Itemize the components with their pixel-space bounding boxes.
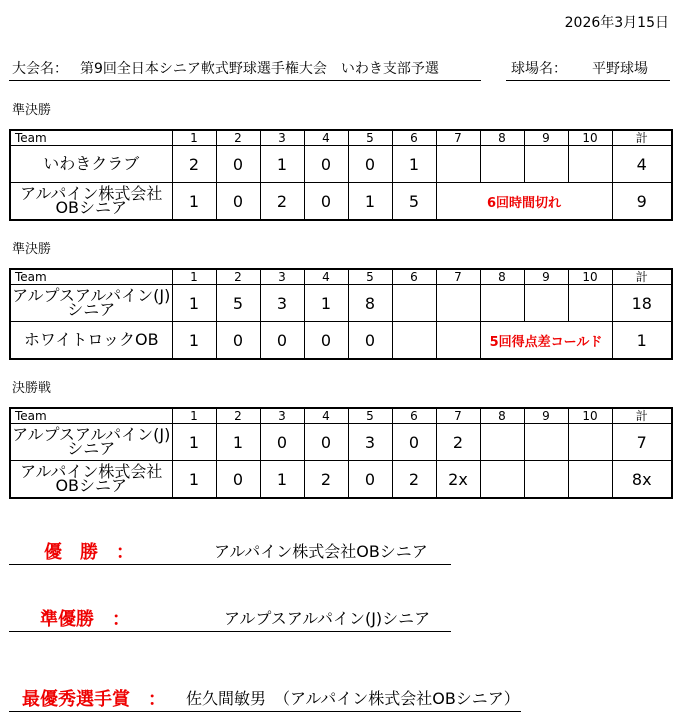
venue-underline — [506, 80, 670, 81]
mvp-underline — [9, 711, 521, 712]
header-inning: 8 — [480, 130, 524, 146]
header-team: Team — [10, 269, 172, 285]
header-inning: 7 — [436, 130, 480, 146]
inning-score: 1 — [216, 424, 260, 461]
inning-score — [480, 461, 524, 499]
inning-score: 3 — [260, 285, 304, 322]
inning-score: 1 — [172, 424, 216, 461]
scoreboard — [9, 407, 673, 499]
header-inning: 8 — [480, 269, 524, 285]
game-note: 5回得点差コールド — [480, 322, 612, 360]
total-score: 9 — [612, 183, 672, 221]
mvp-label: 最優秀選手賞 ： — [22, 689, 166, 710]
header-total: 計 — [612, 130, 672, 146]
header-inning: 7 — [436, 408, 480, 424]
game-title: 準決勝 — [12, 103, 52, 118]
inning-score — [480, 285, 524, 322]
date: 2026年3月15日 — [564, 15, 669, 31]
inning-score — [568, 285, 612, 322]
runner-up-value: アルプスアルパイン(J)シニア — [224, 609, 431, 628]
header-inning: 3 — [260, 130, 304, 146]
team-name-line: アルパイン株式会社 — [20, 462, 163, 481]
scoreboard — [9, 268, 673, 360]
inning-score — [568, 146, 612, 183]
inning-score: 2 — [304, 461, 348, 499]
header-inning: 2 — [216, 408, 260, 424]
inning-score: 1 — [260, 146, 304, 183]
header-inning: 2 — [216, 130, 260, 146]
inning-score: 0 — [260, 322, 304, 360]
tournament-underline — [9, 80, 481, 81]
team-name — [10, 183, 172, 221]
header-inning: 9 — [524, 130, 568, 146]
inning-score: 5 — [392, 183, 436, 221]
header-inning: 5 — [348, 408, 392, 424]
header-inning: 10 — [568, 269, 612, 285]
header-inning: 4 — [304, 408, 348, 424]
champion-value: アルパイン株式会社OBシニア — [214, 542, 428, 561]
inning-score: 2 — [436, 424, 480, 461]
header-row — [10, 269, 672, 285]
inning-score — [524, 424, 568, 461]
inning-score — [436, 285, 480, 322]
inning-score: 1 — [172, 183, 216, 221]
header-inning: 7 — [436, 269, 480, 285]
inning-score — [480, 146, 524, 183]
inning-score: 0 — [304, 424, 348, 461]
team-row — [10, 146, 672, 183]
header-inning: 1 — [172, 269, 216, 285]
header-inning: 1 — [172, 130, 216, 146]
inning-score: 0 — [260, 424, 304, 461]
header-inning: 6 — [392, 408, 436, 424]
inning-score — [392, 285, 436, 322]
inning-score: 1 — [172, 285, 216, 322]
inning-score: 2 — [172, 146, 216, 183]
runner-up-label: 準優勝 ： — [40, 609, 130, 630]
inning-score: 0 — [216, 146, 260, 183]
header-inning: 9 — [524, 408, 568, 424]
inning-score — [436, 322, 480, 360]
team-name: アルプスアルパイン(J)シニア — [10, 285, 172, 322]
team-name: アルプスアルパイン(J)シニア — [10, 424, 172, 461]
inning-score — [568, 461, 612, 499]
inning-score: 2 — [260, 183, 304, 221]
inning-score: 3 — [348, 424, 392, 461]
header-inning: 3 — [260, 408, 304, 424]
inning-score — [524, 146, 568, 183]
header-inning: 1 — [172, 408, 216, 424]
venue-name: 平野球場 — [592, 61, 648, 77]
header-inning: 10 — [568, 130, 612, 146]
team-row — [10, 424, 672, 461]
header-inning: 3 — [260, 269, 304, 285]
inning-score: 1 — [304, 285, 348, 322]
inning-score — [480, 424, 524, 461]
inning-score: 0 — [348, 146, 392, 183]
team-row — [10, 183, 672, 221]
header-row — [10, 130, 672, 146]
inning-score: 1 — [260, 461, 304, 499]
header-team: Team — [10, 408, 172, 424]
inning-score: 1 — [348, 183, 392, 221]
team-row — [10, 461, 672, 499]
inning-score: 0 — [304, 183, 348, 221]
total-score: 4 — [612, 146, 672, 183]
team-name-line: OBシニア — [55, 476, 128, 495]
inning-score — [524, 285, 568, 322]
runner-up-underline — [9, 631, 451, 632]
inning-score — [524, 461, 568, 499]
inning-score: 0 — [392, 424, 436, 461]
inning-score: 1 — [172, 322, 216, 360]
inning-score: 0 — [216, 183, 260, 221]
team-name: ホワイトロックOB — [10, 322, 172, 360]
team-row — [10, 322, 672, 360]
header-inning: 8 — [480, 408, 524, 424]
tournament-name: 第9回全日本シニア軟式野球選手権大会 いわき支部予選 — [80, 61, 439, 77]
inning-score: 0 — [304, 322, 348, 360]
inning-score — [568, 424, 612, 461]
header-inning: 4 — [304, 269, 348, 285]
inning-score: 0 — [304, 146, 348, 183]
total-score: 7 — [612, 424, 672, 461]
header-team: Team — [10, 130, 172, 146]
total-score: 8x — [612, 461, 672, 499]
mvp-value: 佐久間敏男 （アルパイン株式会社OBシニア） — [186, 689, 520, 708]
inning-score: 2x — [436, 461, 480, 499]
scoreboard — [9, 129, 673, 221]
inning-score — [436, 146, 480, 183]
header-inning: 6 — [392, 269, 436, 285]
header-row — [10, 408, 672, 424]
header-inning: 9 — [524, 269, 568, 285]
team-row — [10, 285, 672, 322]
inning-score: 8 — [348, 285, 392, 322]
header-inning: 6 — [392, 130, 436, 146]
inning-score: 5 — [216, 285, 260, 322]
inning-score: 0 — [216, 322, 260, 360]
inning-score: 1 — [392, 146, 436, 183]
game-title: 準決勝 — [12, 242, 52, 257]
team-name — [10, 461, 172, 499]
game-title: 決勝戦 — [12, 381, 52, 396]
header-total: 計 — [612, 269, 672, 285]
team-name-line: アルパイン株式会社 — [20, 184, 163, 203]
header-inning: 10 — [568, 408, 612, 424]
total-score: 18 — [612, 285, 672, 322]
inning-score — [392, 322, 436, 360]
champion-label: 優 勝 ： — [44, 542, 134, 563]
inning-score: 0 — [348, 461, 392, 499]
tournament-label: 大会名： — [12, 61, 68, 77]
header-total: 計 — [612, 408, 672, 424]
inning-score: 0 — [216, 461, 260, 499]
inning-score: 2 — [392, 461, 436, 499]
team-name-line: OBシニア — [55, 198, 128, 217]
venue-label: 球場名： — [511, 61, 567, 77]
team-name: いわきクラブ — [10, 146, 172, 183]
total-score: 1 — [612, 322, 672, 360]
game-note: 6回時間切れ — [436, 183, 612, 221]
header-inning: 2 — [216, 269, 260, 285]
champion-underline — [9, 564, 451, 565]
header-inning: 5 — [348, 269, 392, 285]
header-inning: 4 — [304, 130, 348, 146]
inning-score: 1 — [172, 461, 216, 499]
header-inning: 5 — [348, 130, 392, 146]
inning-score: 0 — [348, 322, 392, 360]
